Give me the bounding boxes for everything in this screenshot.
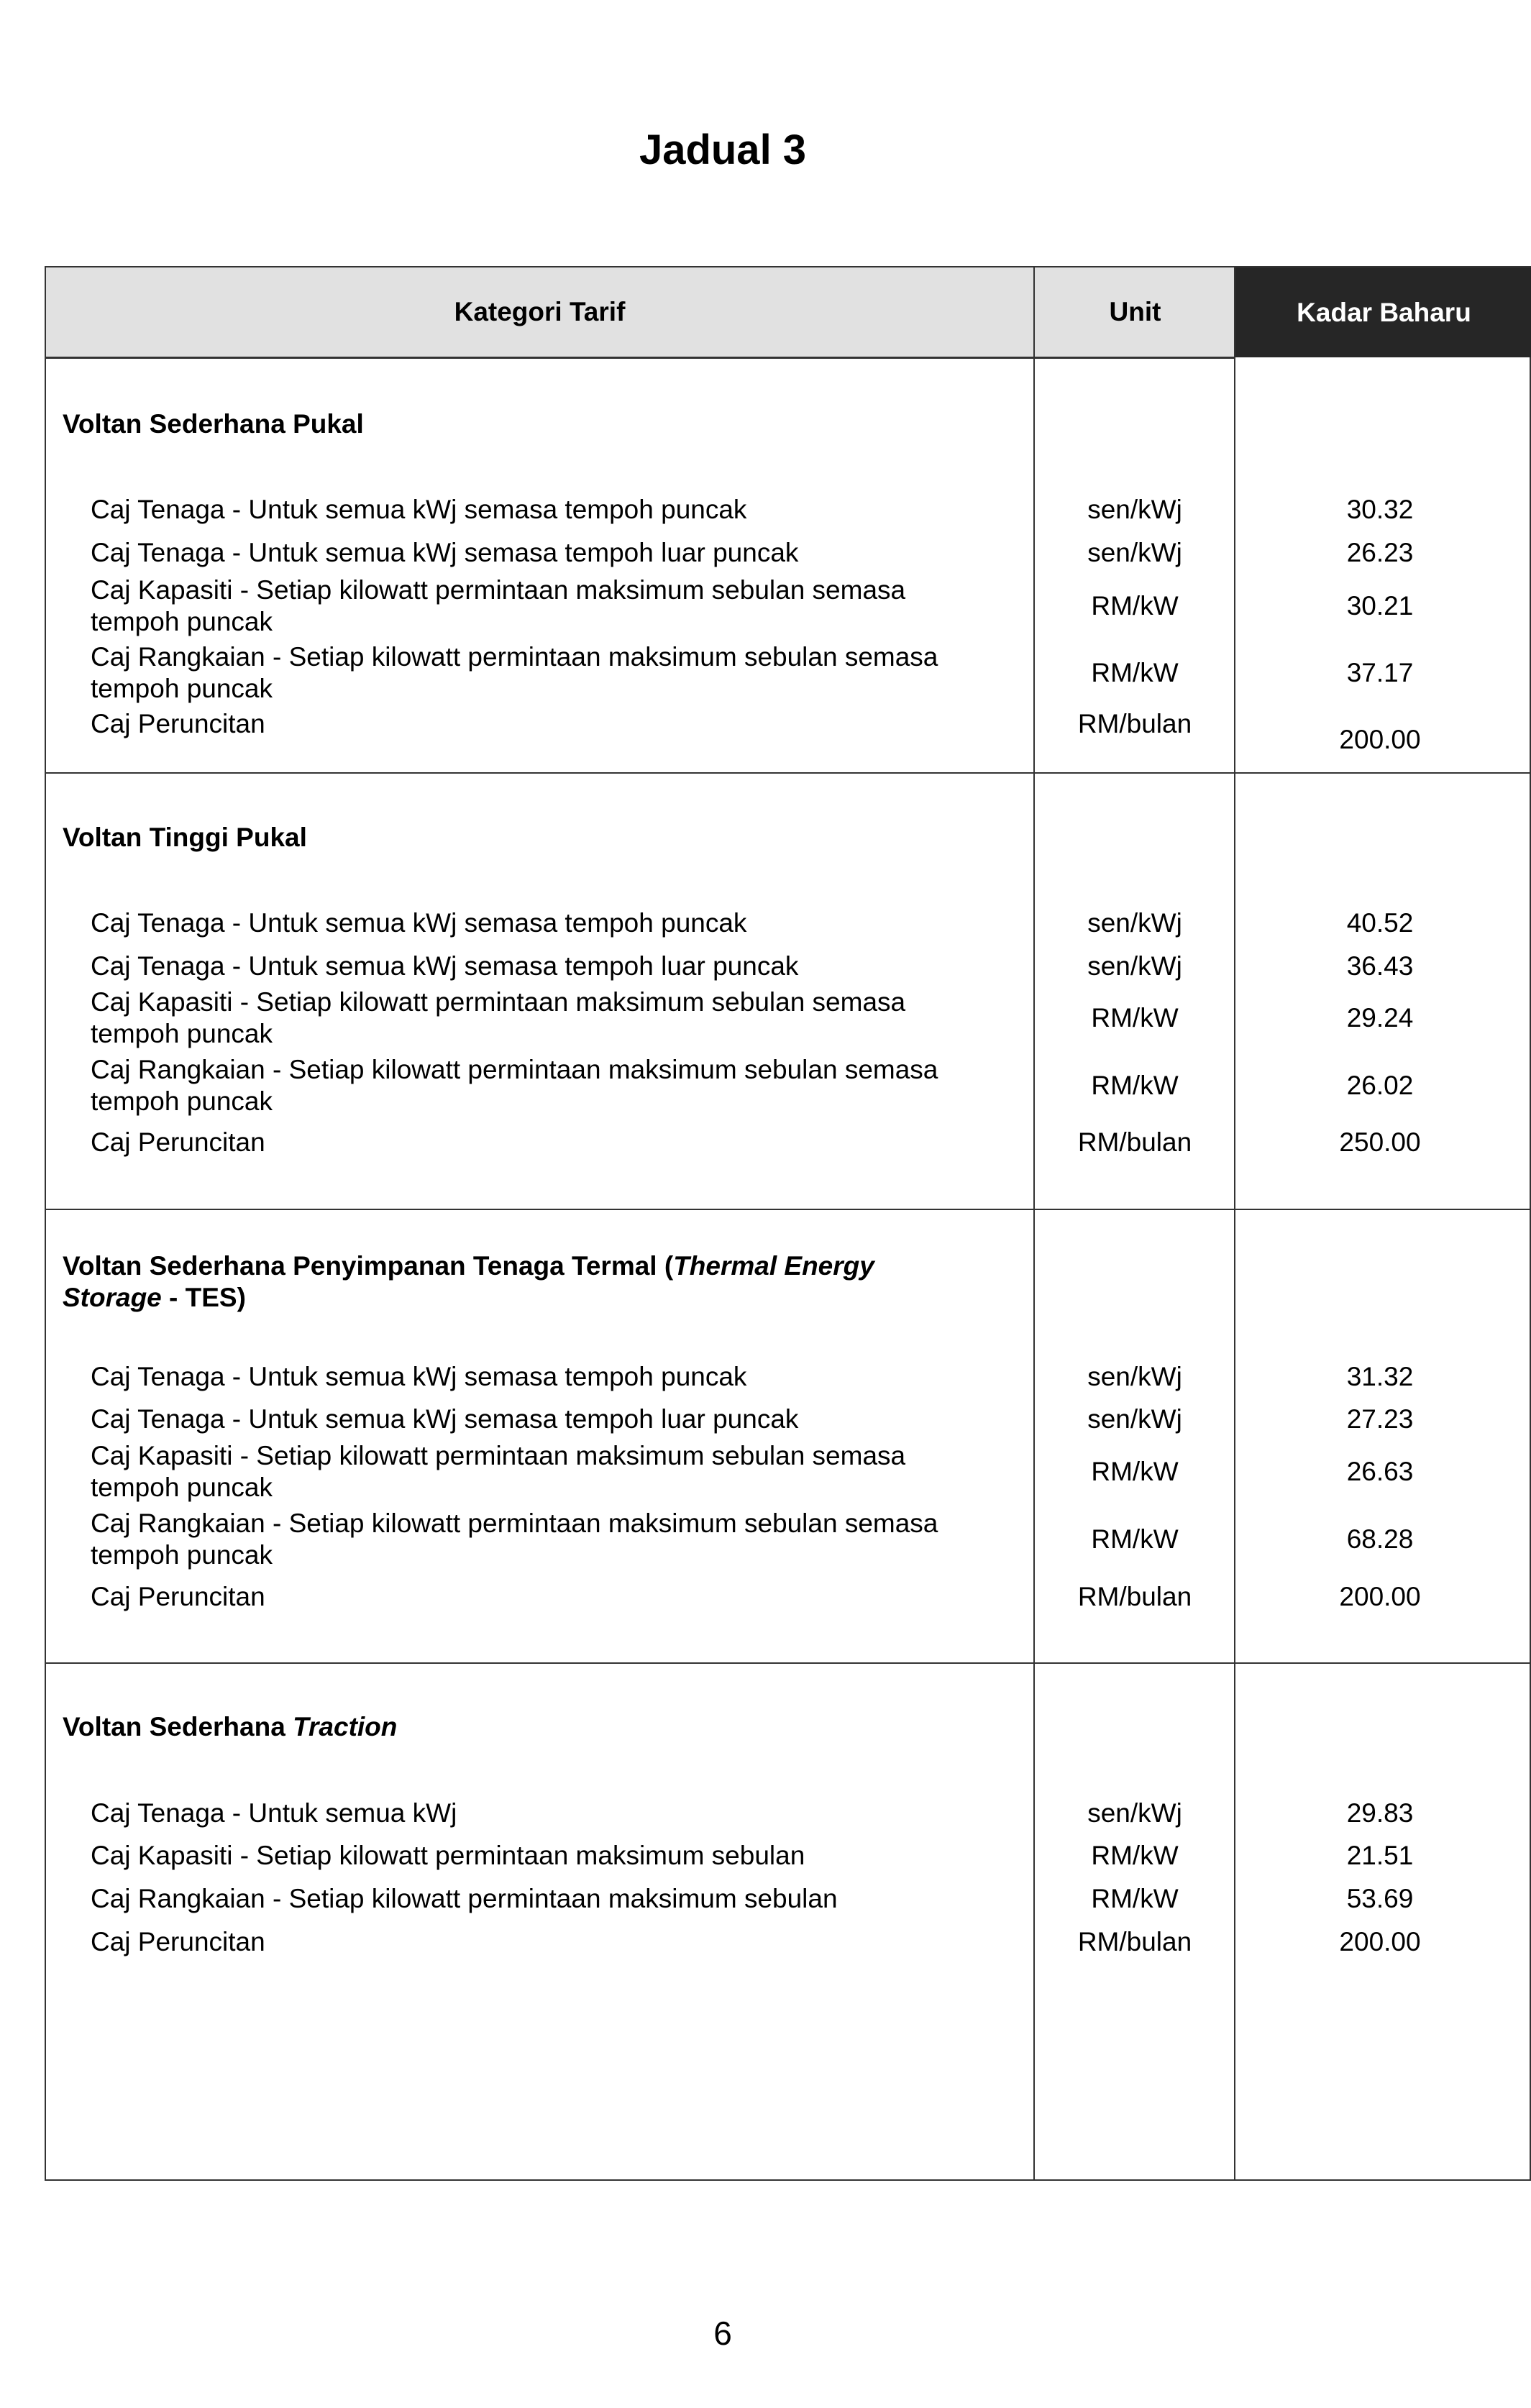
tariff-row-rate: 40.52	[1346, 908, 1414, 938]
label-line: Caj Tenaga - Untuk semua kWj semasa tempoh puncak	[91, 908, 747, 938]
label-line: Caj Peruncitan	[91, 1582, 265, 1611]
tariff-row-label	[91, 494, 746, 526]
section-divider	[46, 1209, 1531, 1210]
heading-segment: Voltan Sederhana	[63, 1712, 293, 1741]
tariff-row-label	[91, 1508, 938, 1571]
heading-segment: Voltan Tinggi Pukal	[63, 823, 307, 852]
tariff-row-unit: RM/kW	[1091, 1457, 1179, 1486]
label-line: Caj Tenaga - Untuk semua kWj	[91, 1798, 457, 1828]
tariff-row-label	[91, 641, 938, 705]
label-line: Caj Peruncitan	[91, 709, 265, 738]
label-line: tempoh puncak	[91, 1473, 273, 1502]
tariff-row-label	[91, 537, 798, 569]
tariff-row-label	[91, 1840, 805, 1872]
heading-segment: Voltan Sederhana Pukal	[63, 409, 364, 439]
tariff-row-unit: sen/kWj	[1087, 908, 1182, 938]
label-line: tempoh puncak	[91, 674, 273, 703]
tariff-row-rate: 21.51	[1346, 1841, 1414, 1870]
label-line: Caj Rangkaian - Setiap kilowatt permintaan maksimum sebulan	[91, 1884, 838, 1913]
label-line: Caj Tenaga - Untuk semua kWj semasa tempoh luar puncak	[91, 538, 799, 567]
tariff-row-label	[91, 1054, 938, 1117]
tariff-row-rate: 200.00	[1339, 1582, 1421, 1611]
tariff-row-unit: sen/kWj	[1087, 495, 1182, 524]
section-divider	[46, 772, 1531, 774]
tariff-row-rate: 30.21	[1346, 591, 1414, 621]
tariff-row-label	[91, 1440, 905, 1503]
tariff-row-unit: RM/kW	[1091, 658, 1179, 687]
tariff-row-unit: sen/kWj	[1087, 1362, 1182, 1391]
tariff-row-label	[91, 1404, 798, 1435]
tariff-row-unit: RM/bulan	[1077, 1127, 1192, 1157]
tariff-row-unit: RM/kW	[1091, 1884, 1179, 1913]
tariff-row-label	[91, 1926, 265, 1958]
heading-segment: Traction	[293, 1712, 398, 1741]
tariff-row-unit: sen/kWj	[1087, 1404, 1182, 1434]
tariff-row-rate: 36.43	[1346, 951, 1414, 981]
tariff-row-label	[91, 708, 265, 740]
tariff-row-unit: RM/kW	[1091, 1841, 1179, 1870]
label-line: Caj Peruncitan	[91, 1927, 265, 1956]
heading-segment: Storage	[63, 1283, 162, 1312]
label-line: Caj Tenaga - Untuk semua kWj semasa tempoh luar puncak	[91, 1404, 799, 1434]
tariff-row-unit: sen/kWj	[1087, 1798, 1182, 1828]
column-divider	[1033, 267, 1035, 2181]
label-line: Caj Rangkaian - Setiap kilowatt permintaan maksimum sebulan semasa	[91, 642, 938, 672]
page-title: Jadual 3	[639, 127, 807, 173]
column-divider	[1234, 267, 1235, 2181]
tariff-row-unit: RM/bulan	[1077, 1582, 1192, 1611]
label-line: Caj Rangkaian - Setiap kilowatt permintaan maksimum sebulan semasa	[91, 1055, 938, 1084]
tariff-row-rate: 250.00	[1339, 1127, 1421, 1157]
tariff-row-unit: RM/bulan	[1077, 1927, 1192, 1956]
header-rate: Kadar Baharu	[1235, 267, 1531, 357]
label-line: tempoh puncak	[91, 1086, 273, 1116]
tariff-row-unit: RM/kW	[1091, 1003, 1179, 1033]
tariff-row-rate: 27.23	[1346, 1404, 1414, 1434]
label-line: Caj Kapasiti - Setiap kilowatt permintaan maksimum sebulan	[91, 1841, 805, 1870]
label-line: tempoh puncak	[91, 607, 273, 636]
label-line: Caj Kapasiti - Setiap kilowatt permintaan maksimum sebulan semasa	[91, 987, 906, 1017]
tariff-row-label	[91, 907, 746, 939]
page-number: 6	[713, 2315, 732, 2352]
label-line: Caj Tenaga - Untuk semua kWj semasa tempoh puncak	[91, 1362, 747, 1391]
tariff-row-rate: 200.00	[1339, 1927, 1421, 1956]
tariff-row-unit: RM/bulan	[1077, 709, 1192, 738]
label-line: Caj Rangkaian - Setiap kilowatt permintaan maksimum sebulan semasa	[91, 1509, 938, 1538]
tariff-row-label	[91, 1581, 265, 1613]
label-line: Caj Peruncitan	[91, 1127, 265, 1157]
tariff-row-label	[91, 1883, 838, 1915]
tariff-row-label	[91, 951, 798, 982]
tariff-row-rate: 68.28	[1346, 1524, 1414, 1554]
label-line: Caj Kapasiti - Setiap kilowatt permintaan maksimum sebulan semasa	[91, 1441, 906, 1470]
tariff-row-rate: 31.32	[1346, 1362, 1414, 1391]
tariff-row-rate: 200.00	[1339, 725, 1421, 754]
section-heading	[63, 822, 307, 853]
label-line: Caj Kapasiti - Setiap kilowatt permintaan maksimum sebulan semasa	[91, 575, 906, 605]
tariff-row-label	[91, 986, 905, 1050]
tariff-row-rate: 29.83	[1346, 1798, 1414, 1828]
section-divider	[46, 1662, 1531, 1664]
tariff-row-label	[91, 574, 905, 638]
tariff-row-label	[91, 1798, 457, 1829]
header-category: Kategori Tarif	[46, 267, 1035, 359]
tariff-table	[45, 266, 1531, 2181]
heading-segment: Thermal Energy	[673, 1251, 874, 1281]
label-line: Caj Tenaga - Untuk semua kWj semasa tempoh puncak	[91, 495, 747, 524]
label-line: Caj Tenaga - Untuk semua kWj semasa tempoh luar puncak	[91, 951, 799, 981]
label-line: tempoh puncak	[91, 1540, 273, 1570]
section-heading	[63, 1250, 874, 1314]
header-unit: Unit	[1035, 267, 1235, 359]
tariff-row-unit: RM/kW	[1091, 1524, 1179, 1554]
tariff-row-rate: 26.23	[1346, 538, 1414, 567]
tariff-row-label	[91, 1127, 265, 1158]
tariff-row-rate: 53.69	[1346, 1884, 1414, 1913]
section-heading	[63, 408, 364, 440]
tariff-row-rate: 29.24	[1346, 1003, 1414, 1033]
tariff-row-unit: sen/kWj	[1087, 951, 1182, 981]
tariff-row-unit: sen/kWj	[1087, 538, 1182, 567]
tariff-row-rate: 26.02	[1346, 1071, 1414, 1100]
tariff-row-label	[91, 1361, 746, 1393]
tariff-row-rate: 30.32	[1346, 495, 1414, 524]
tariff-row-unit: RM/kW	[1091, 1071, 1179, 1100]
tariff-row-rate: 26.63	[1346, 1457, 1414, 1486]
tariff-row-unit: RM/kW	[1091, 591, 1179, 621]
tariff-row-rate: 37.17	[1346, 658, 1414, 687]
label-line: tempoh puncak	[91, 1019, 273, 1048]
section-heading	[63, 1711, 397, 1743]
heading-segment: - TES)	[161, 1283, 246, 1312]
heading-segment: Voltan Sederhana Penyimpanan Tenaga Termal (	[63, 1251, 674, 1281]
